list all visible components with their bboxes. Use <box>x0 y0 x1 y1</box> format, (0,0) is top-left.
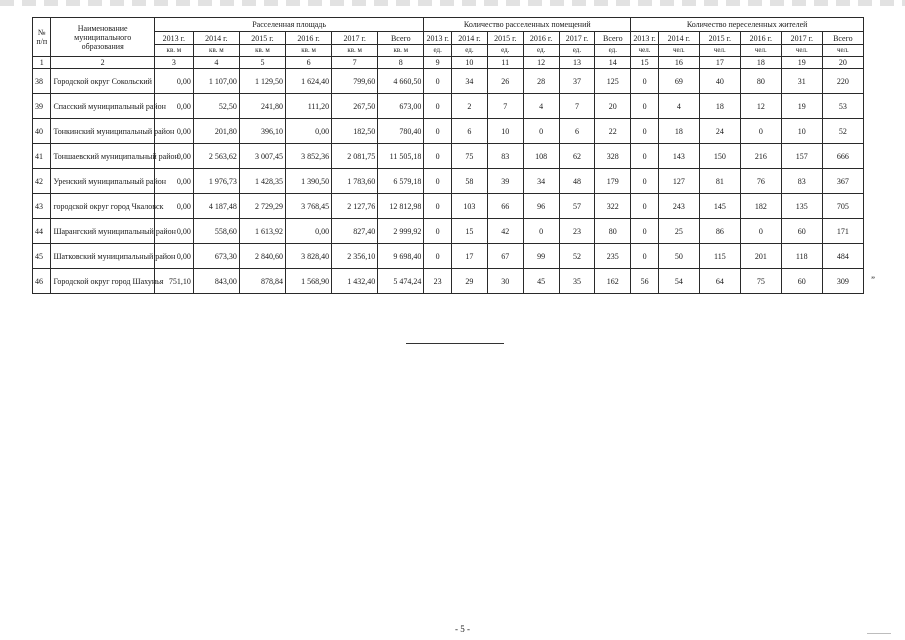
header-year-rooms: Всего <box>595 32 631 45</box>
cell-area: 1 129,50 <box>239 69 285 94</box>
row-municipality-name: Уренский муниципальный район <box>51 169 154 194</box>
cell-rooms: 179 <box>595 169 631 194</box>
cell-rooms: 0 <box>424 169 452 194</box>
header-num: № п/п <box>33 18 51 57</box>
cell-rooms: 15 <box>452 219 488 244</box>
cell-rooms: 23 <box>424 269 452 294</box>
cell-rooms: 29 <box>452 269 488 294</box>
row-municipality-name: Тоншаевский муниципальный район <box>51 144 154 169</box>
cell-area: 0,00 <box>154 119 193 144</box>
header-unit-rooms: ед. <box>595 45 631 57</box>
cell-people: 0 <box>631 144 659 169</box>
header-col-number: 10 <box>452 57 488 69</box>
cell-area: 2 127,76 <box>332 194 378 219</box>
row-number: 45 <box>33 244 51 269</box>
cell-rooms: 99 <box>523 244 559 269</box>
cell-people: 0 <box>631 69 659 94</box>
cell-rooms: 34 <box>452 69 488 94</box>
row-number: 42 <box>33 169 51 194</box>
cell-people: 56 <box>631 269 659 294</box>
cell-rooms: 6 <box>452 119 488 144</box>
header-year-area: 2017 г. <box>332 32 378 45</box>
cell-people: 115 <box>699 244 740 269</box>
cell-people: 86 <box>699 219 740 244</box>
header-unit-area: кв. м <box>286 45 332 57</box>
header-unit-people: чел. <box>699 45 740 57</box>
separator-line <box>406 343 504 344</box>
cell-area: 111,20 <box>286 94 332 119</box>
header-col-number: 4 <box>193 57 239 69</box>
header-col-number: 16 <box>658 57 699 69</box>
cell-rooms: 7 <box>487 94 523 119</box>
cell-rooms: 0 <box>424 194 452 219</box>
header-col-number: 8 <box>378 57 424 69</box>
cell-people: 171 <box>822 219 863 244</box>
header-year-people: 2015 г. <box>699 32 740 45</box>
cell-rooms: 58 <box>452 169 488 194</box>
cell-rooms: 0 <box>424 119 452 144</box>
table-row <box>33 144 864 169</box>
row-municipality-name: Тонкинский муниципальный район <box>51 119 154 144</box>
cell-people: 367 <box>822 169 863 194</box>
cell-people: 4 <box>658 94 699 119</box>
cell-area: 3 828,40 <box>286 244 332 269</box>
header-unit-rooms: ед. <box>424 45 452 57</box>
header-col-number: 5 <box>239 57 285 69</box>
cell-rooms: 4 <box>523 94 559 119</box>
cell-rooms: 39 <box>487 169 523 194</box>
cell-people: 64 <box>699 269 740 294</box>
cell-area: 780,40 <box>378 119 424 144</box>
cell-people: 484 <box>822 244 863 269</box>
table-row <box>33 269 864 294</box>
cell-area: 1 428,35 <box>239 169 285 194</box>
cell-rooms: 0 <box>424 69 452 94</box>
table-row <box>33 69 864 94</box>
cell-area: 1 976,73 <box>193 169 239 194</box>
cell-area: 673,30 <box>193 244 239 269</box>
row-municipality-name: Спасский муниципальный район <box>51 94 154 119</box>
cell-rooms: 34 <box>523 169 559 194</box>
cell-rooms: 22 <box>595 119 631 144</box>
header-unit-people: чел. <box>822 45 863 57</box>
cell-rooms: 328 <box>595 144 631 169</box>
header-col-number: 2 <box>51 57 154 69</box>
cell-area: 6 579,18 <box>378 169 424 194</box>
header-year-rooms: 2017 г. <box>559 32 595 45</box>
cell-people: 18 <box>699 94 740 119</box>
header-year-people: 2016 г. <box>740 32 781 45</box>
cell-rooms: 83 <box>487 144 523 169</box>
cell-people: 12 <box>740 94 781 119</box>
cell-area: 1 568,90 <box>286 269 332 294</box>
cell-rooms: 235 <box>595 244 631 269</box>
cell-people: 25 <box>658 219 699 244</box>
cell-area: 267,50 <box>332 94 378 119</box>
header-col-number: 11 <box>487 57 523 69</box>
header-year-area: 2016 г. <box>286 32 332 45</box>
row-number: 39 <box>33 94 51 119</box>
cell-rooms: 6 <box>559 119 595 144</box>
header-colnum-row <box>33 57 864 69</box>
cell-area: 827,40 <box>332 219 378 244</box>
header-year-area: 2013 г. <box>154 32 193 45</box>
cell-rooms: 103 <box>452 194 488 219</box>
cell-people: 0 <box>631 94 659 119</box>
cell-people: 19 <box>781 94 822 119</box>
cell-area: 2 999,92 <box>378 219 424 244</box>
header-units-row <box>33 45 864 57</box>
header-col-number: 3 <box>154 57 193 69</box>
cell-area: 52,50 <box>193 94 239 119</box>
header-col-number: 13 <box>559 57 595 69</box>
row-municipality-name: Шатковский муниципальный район <box>51 244 154 269</box>
header-name: Наименование муниципального образования <box>51 18 154 57</box>
row-municipality-name: Городской округ Сокольский <box>51 69 154 94</box>
cell-rooms: 80 <box>595 219 631 244</box>
header-year-area: Всего <box>378 32 424 45</box>
cell-area: 1 390,50 <box>286 169 332 194</box>
cell-area: 2 081,75 <box>332 144 378 169</box>
cell-rooms: 322 <box>595 194 631 219</box>
header-group-rooms: Количество расселенных помещений <box>424 18 631 32</box>
header-col-number: 18 <box>740 57 781 69</box>
cell-people: 143 <box>658 144 699 169</box>
header-year-people: 2014 г. <box>658 32 699 45</box>
cell-rooms: 23 <box>559 219 595 244</box>
cell-people: 182 <box>740 194 781 219</box>
cell-rooms: 45 <box>523 269 559 294</box>
cell-rooms: 30 <box>487 269 523 294</box>
page-number: - 5 - <box>455 624 470 634</box>
cell-people: 24 <box>699 119 740 144</box>
cell-rooms: 17 <box>452 244 488 269</box>
cell-rooms: 10 <box>487 119 523 144</box>
cell-area: 0,00 <box>286 119 332 144</box>
cell-area: 11 505,18 <box>378 144 424 169</box>
table-row <box>33 119 864 144</box>
header-year-rooms: 2013 г. <box>424 32 452 45</box>
cell-area: 0,00 <box>154 169 193 194</box>
header-year-people: 2013 г. <box>631 32 659 45</box>
cell-people: 157 <box>781 144 822 169</box>
cell-people: 60 <box>781 219 822 244</box>
row-number: 44 <box>33 219 51 244</box>
cell-area: 878,84 <box>239 269 285 294</box>
cell-area: 0,00 <box>154 194 193 219</box>
header-col-number: 14 <box>595 57 631 69</box>
cell-people: 201 <box>740 244 781 269</box>
cell-rooms: 0 <box>424 244 452 269</box>
row-number: 40 <box>33 119 51 144</box>
cell-rooms: 48 <box>559 169 595 194</box>
cell-area: 0,00 <box>154 144 193 169</box>
cell-area: 0,00 <box>154 219 193 244</box>
cell-rooms: 52 <box>559 244 595 269</box>
header-unit-rooms: ед. <box>523 45 559 57</box>
cell-rooms: 2 <box>452 94 488 119</box>
cell-rooms: 20 <box>595 94 631 119</box>
cell-people: 80 <box>740 69 781 94</box>
cell-people: 0 <box>631 244 659 269</box>
cell-rooms: 0 <box>424 144 452 169</box>
header-unit-area: кв. м <box>239 45 285 57</box>
row-municipality-name: Городской округ город Шахунья <box>51 269 154 294</box>
header-year-people: 2017 г. <box>781 32 822 45</box>
cell-area: 201,80 <box>193 119 239 144</box>
header-year-people: Всего <box>822 32 863 45</box>
cell-area: 12 812,98 <box>378 194 424 219</box>
cell-rooms: 57 <box>559 194 595 219</box>
cell-people: 0 <box>740 219 781 244</box>
cell-people: 81 <box>699 169 740 194</box>
row-number: 41 <box>33 144 51 169</box>
cell-people: 0 <box>631 169 659 194</box>
cell-people: 705 <box>822 194 863 219</box>
cell-area: 2 356,10 <box>332 244 378 269</box>
cell-people: 220 <box>822 69 863 94</box>
header-unit-people: чел. <box>781 45 822 57</box>
header-col-number: 19 <box>781 57 822 69</box>
header-col-number: 7 <box>332 57 378 69</box>
header-unit-rooms: ед. <box>452 45 488 57</box>
cell-area: 751,10 <box>154 269 193 294</box>
cell-people: 54 <box>658 269 699 294</box>
header-unit-people: чел. <box>631 45 659 57</box>
cell-area: 1 624,40 <box>286 69 332 94</box>
cell-people: 83 <box>781 169 822 194</box>
cell-people: 216 <box>740 144 781 169</box>
cell-people: 76 <box>740 169 781 194</box>
cell-people: 309 <box>822 269 863 294</box>
cell-rooms: 66 <box>487 194 523 219</box>
cell-people: 31 <box>781 69 822 94</box>
cell-area: 3 768,45 <box>286 194 332 219</box>
cell-people: 118 <box>781 244 822 269</box>
header-col-number: 9 <box>424 57 452 69</box>
cell-area: 3 852,36 <box>286 144 332 169</box>
cell-area: 4 187,48 <box>193 194 239 219</box>
cell-people: 0 <box>631 194 659 219</box>
header-col-number: 12 <box>523 57 559 69</box>
cell-rooms: 35 <box>559 269 595 294</box>
cell-area: 396,10 <box>239 119 285 144</box>
cell-area: 4 660,50 <box>378 69 424 94</box>
scan-artifact-corner <box>867 633 891 634</box>
header-year-area: 2014 г. <box>193 32 239 45</box>
cell-rooms: 96 <box>523 194 559 219</box>
header-col-number: 20 <box>822 57 863 69</box>
cell-area: 182,50 <box>332 119 378 144</box>
cell-people: 40 <box>699 69 740 94</box>
cell-area: 2 563,62 <box>193 144 239 169</box>
cell-people: 0 <box>631 119 659 144</box>
header-unit-area: кв. м <box>154 45 193 57</box>
header-unit-rooms: ед. <box>559 45 595 57</box>
cell-people: 53 <box>822 94 863 119</box>
header-unit-area: кв. м <box>193 45 239 57</box>
table-row <box>33 94 864 119</box>
cell-area: 1 432,40 <box>332 269 378 294</box>
cell-area: 1 107,00 <box>193 69 239 94</box>
header-group-people: Количество переселенных жителей <box>631 18 864 32</box>
cell-people: 127 <box>658 169 699 194</box>
cell-rooms: 37 <box>559 69 595 94</box>
cell-area: 843,00 <box>193 269 239 294</box>
cell-area: 9 698,40 <box>378 244 424 269</box>
row-municipality-name: Шарангский муниципальный район <box>51 219 154 244</box>
header-year-rooms: 2015 г. <box>487 32 523 45</box>
cell-people: 666 <box>822 144 863 169</box>
row-number: 46 <box>33 269 51 294</box>
cell-rooms: 125 <box>595 69 631 94</box>
cell-rooms: 108 <box>523 144 559 169</box>
cell-rooms: 28 <box>523 69 559 94</box>
cell-area: 1 783,60 <box>332 169 378 194</box>
cell-area: 5 474,24 <box>378 269 424 294</box>
header-year-rooms: 2014 г. <box>452 32 488 45</box>
cell-area: 3 007,45 <box>239 144 285 169</box>
cell-people: 69 <box>658 69 699 94</box>
cell-people: 52 <box>822 119 863 144</box>
row-number: 43 <box>33 194 51 219</box>
table-row <box>33 194 864 219</box>
cell-people: 50 <box>658 244 699 269</box>
cell-area: 0,00 <box>154 94 193 119</box>
table-row <box>33 169 864 194</box>
cell-area: 1 613,92 <box>239 219 285 244</box>
header-col-number: 17 <box>699 57 740 69</box>
cell-rooms: 0 <box>424 219 452 244</box>
cell-rooms: 0 <box>523 219 559 244</box>
cell-rooms: 42 <box>487 219 523 244</box>
header-col-number: 1 <box>33 57 51 69</box>
resettlement-table <box>32 17 864 294</box>
header-unit-people: чел. <box>740 45 781 57</box>
header-unit-area: кв. м <box>332 45 378 57</box>
cell-rooms: 7 <box>559 94 595 119</box>
table-row <box>33 244 864 269</box>
cell-people: 18 <box>658 119 699 144</box>
cell-area: 241,80 <box>239 94 285 119</box>
closing-quote-mark: ” <box>870 275 876 285</box>
header-year-rooms: 2016 г. <box>523 32 559 45</box>
cell-area: 2 840,60 <box>239 244 285 269</box>
header-col-number: 6 <box>286 57 332 69</box>
header-unit-area: кв. м <box>378 45 424 57</box>
cell-people: 10 <box>781 119 822 144</box>
cell-people: 135 <box>781 194 822 219</box>
cell-area: 558,60 <box>193 219 239 244</box>
cell-area: 2 729,29 <box>239 194 285 219</box>
header-group-area: Расселенная площадь <box>154 18 423 32</box>
cell-area: 0,00 <box>154 244 193 269</box>
scan-artifact <box>0 0 905 6</box>
cell-rooms: 0 <box>523 119 559 144</box>
header-year-area: 2015 г. <box>239 32 285 45</box>
cell-people: 150 <box>699 144 740 169</box>
cell-rooms: 67 <box>487 244 523 269</box>
cell-area: 0,00 <box>154 69 193 94</box>
cell-area: 0,00 <box>286 219 332 244</box>
cell-rooms: 26 <box>487 69 523 94</box>
cell-rooms: 0 <box>424 94 452 119</box>
table-row <box>33 219 864 244</box>
header-unit-people: чел. <box>658 45 699 57</box>
cell-rooms: 162 <box>595 269 631 294</box>
row-municipality-name: городской округ город Чкаловск <box>51 194 154 219</box>
cell-area: 673,00 <box>378 94 424 119</box>
header-unit-rooms: ед. <box>487 45 523 57</box>
row-number: 38 <box>33 69 51 94</box>
cell-people: 145 <box>699 194 740 219</box>
cell-people: 0 <box>740 119 781 144</box>
cell-people: 60 <box>781 269 822 294</box>
header-col-number: 15 <box>631 57 659 69</box>
cell-area: 799,60 <box>332 69 378 94</box>
cell-rooms: 75 <box>452 144 488 169</box>
cell-people: 0 <box>631 219 659 244</box>
cell-people: 75 <box>740 269 781 294</box>
cell-people: 243 <box>658 194 699 219</box>
cell-rooms: 62 <box>559 144 595 169</box>
header-years-row <box>33 32 864 45</box>
